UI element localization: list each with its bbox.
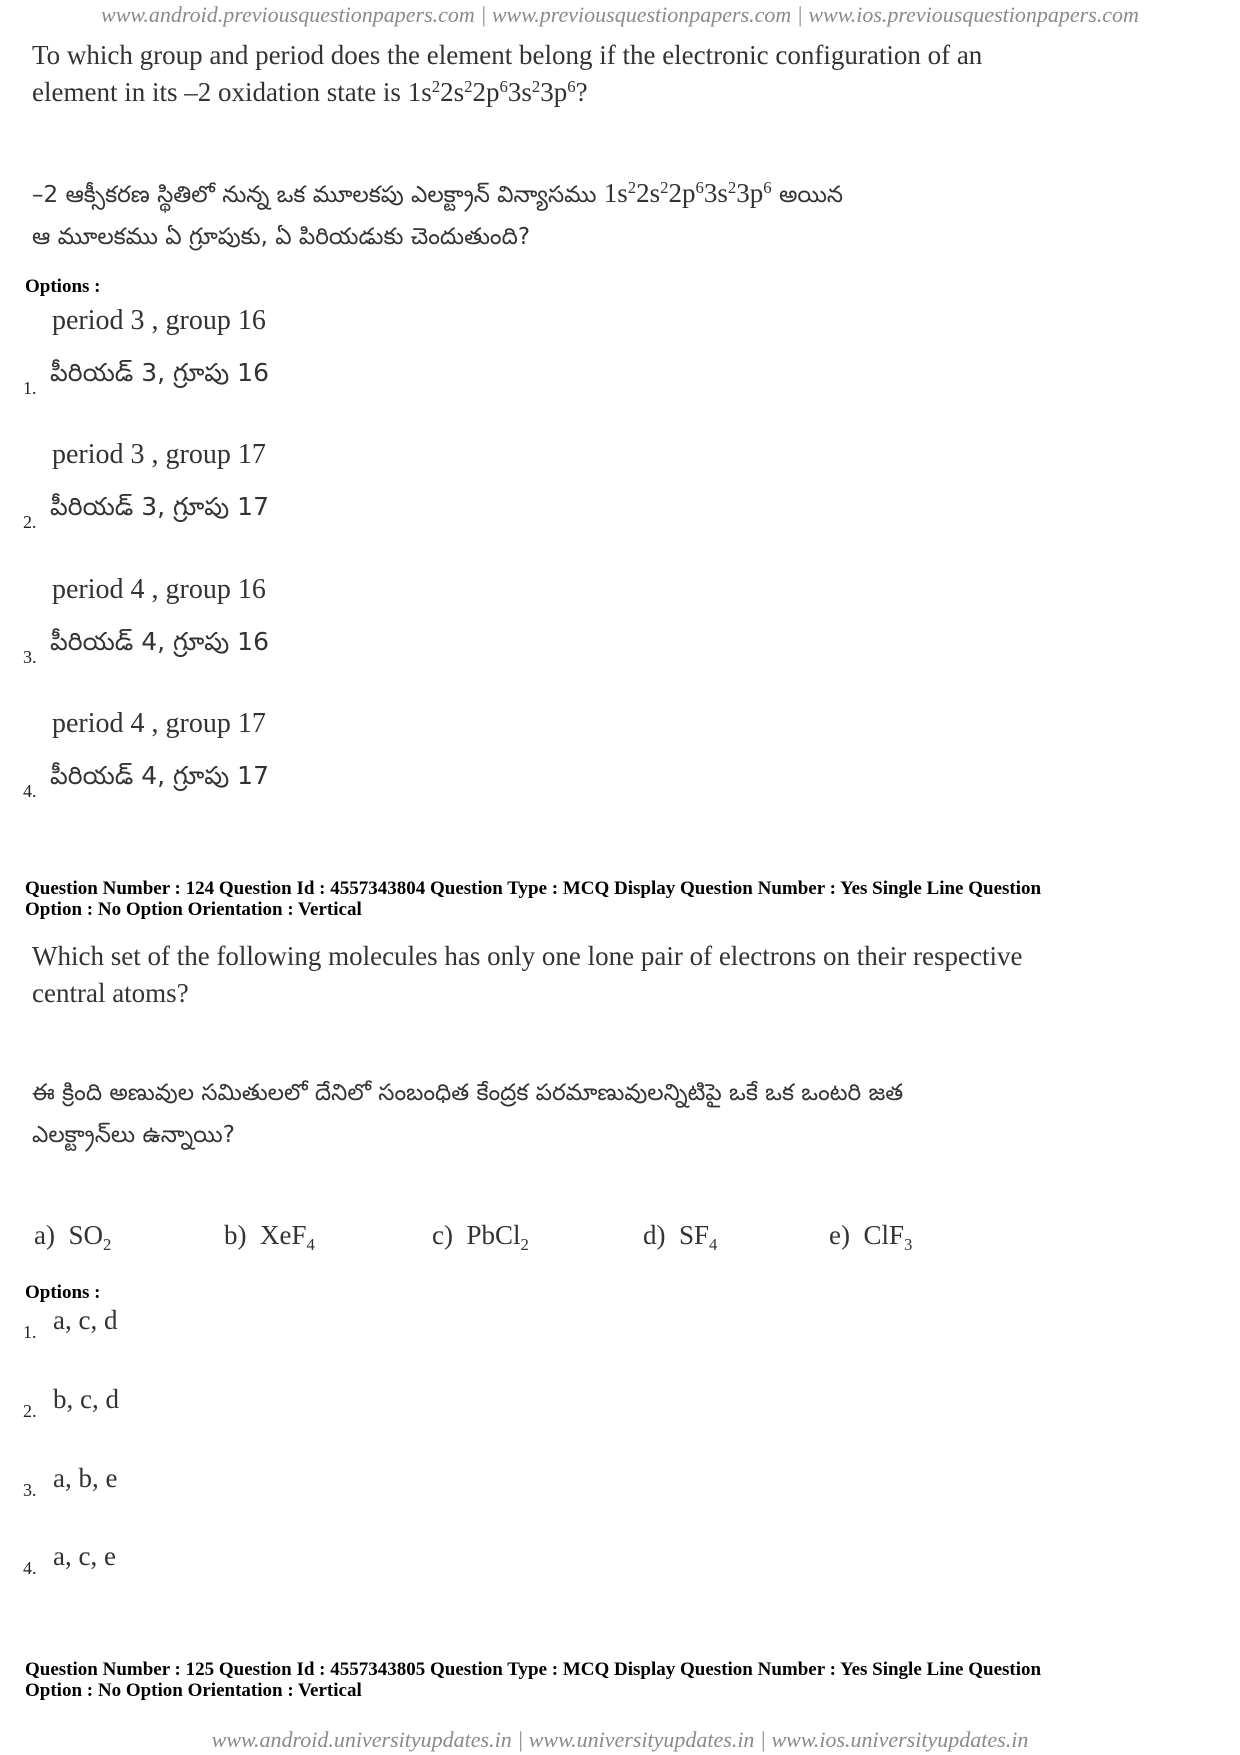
question-125-meta-line2: Option : No Option Orientation : Vertical	[25, 1680, 362, 1701]
question-124-meta-line1: Question Number : 124 Question Id : 4557343804 Question Type : MCQ Display Question Number : Yes Single Line Question	[25, 878, 1042, 899]
question-124-meta	[25, 878, 1225, 920]
option-124-3-number: 3.	[23, 1480, 37, 1500]
option-3-english[interactable]: period 4 , group 16	[52, 574, 266, 605]
question-124-meta-line2: Option : No Option Orientation : Vertical	[25, 899, 362, 920]
option-124-2[interactable]: b, c, d	[53, 1384, 119, 1414]
site-footer-urls: www.android.universityupdates.in | www.universityupdates.in | www.ios.universityupdates.in	[211, 1727, 1029, 1752]
option-3-number: 3.	[23, 647, 37, 667]
option-4-number: 4.	[23, 781, 37, 801]
option-124-1-number: 1.	[23, 1322, 37, 1342]
question-124-telugu	[32, 1072, 1162, 1156]
option-124-2-number: 2.	[23, 1401, 37, 1421]
option-4-telugu[interactable]: పీరియడ్ 4, గ్రూపు 17	[50, 761, 269, 790]
question-a-telugu-line2: ఆ మూలకము ఏ గ్రూపుకు, ఏ పిరియడుకు చెందుతుంది?	[32, 224, 531, 250]
electron-configuration: $1s^22s^22p^63s^23p^6$	[407, 76, 576, 107]
option-124-4-number: 4.	[23, 1558, 37, 1578]
option-124-1[interactable]: a, c, d	[53, 1305, 118, 1335]
electron-configuration-telugu: $1s^22s^22p^63s^23p^6$	[603, 177, 772, 208]
molecule-d: d) $SF_4$	[643, 1220, 718, 1254]
question-125-meta	[25, 1659, 1225, 1701]
question-a-telugu	[32, 172, 1162, 258]
question-124-telugu-line2: ఎలక్ట్రాన్‌లు ఉన్నాయి?	[32, 1122, 235, 1148]
option-124-4[interactable]: a, c, e	[53, 1541, 116, 1571]
question-124-english-line1: Which set of the following molecules has only one lone pair of electrons on their respective	[32, 941, 1023, 971]
option-4-english[interactable]: period 4 , group 17	[52, 708, 266, 739]
question-a-telugu-line1: –2 ఆక్సీకరణ స్థితిలో నున్న ఒక మూలకపు ఎలక్ట్రాన్ విన్యాసము $1s^22s^22p^63s^23p^6$ అయిన	[32, 177, 844, 208]
question-a-english-line2: element in its –2 oxidation state is $1s^22s^22p^63s^23p^6$?	[32, 76, 588, 107]
question-124-english	[32, 938, 1182, 1012]
option-1-english[interactable]: period 3 , group 16	[52, 305, 266, 336]
options-label-124: Options :	[25, 1282, 101, 1303]
question-124-telugu-line1: ఈ క్రింది అణువుల సమితులలో దేనిలో సంబంధిత కేంద్రక పరమాణువులన్నిటిపై ఒకే ఒక ఒంటరి జత	[32, 1080, 904, 1106]
question-a-english	[32, 37, 1182, 111]
option-2-number: 2.	[23, 512, 37, 532]
options-label: Options :	[25, 276, 101, 297]
option-3-telugu[interactable]: పీరియడ్ 4, గ్రూపు 16	[50, 627, 269, 656]
molecule-b: b) XeF$_4$	[224, 1220, 315, 1254]
question-124-english-line2: central atoms?	[32, 978, 189, 1008]
option-124-3[interactable]: a, b, e	[53, 1463, 118, 1493]
molecule-a: a) $SO_2$	[34, 1220, 112, 1254]
option-1-number: 1.	[23, 378, 37, 398]
site-header-urls: www.android.previousquestionpapers.com | www.previousquestionpapers.com | www.ios.previousquestionpapers.com	[101, 2, 1139, 27]
question-a-english-line1: To which group and period does the element belong if the electronic configuration of an	[32, 40, 983, 70]
option-1-telugu[interactable]: పీరియడ్ 3, గ్రూపు 16	[50, 358, 269, 387]
question-125-meta-line1: Question Number : 125 Question Id : 4557343805 Question Type : MCQ Display Question Number : Yes Single Line Question	[25, 1659, 1042, 1680]
molecule-e: e) ClF$_3$	[829, 1220, 913, 1254]
option-2-english[interactable]: period 3 , group 17	[52, 439, 266, 470]
molecule-c: c) PbCl$_2$	[432, 1220, 529, 1254]
option-2-telugu[interactable]: పీరియడ్ 3, గ్రూపు 17	[50, 492, 269, 521]
